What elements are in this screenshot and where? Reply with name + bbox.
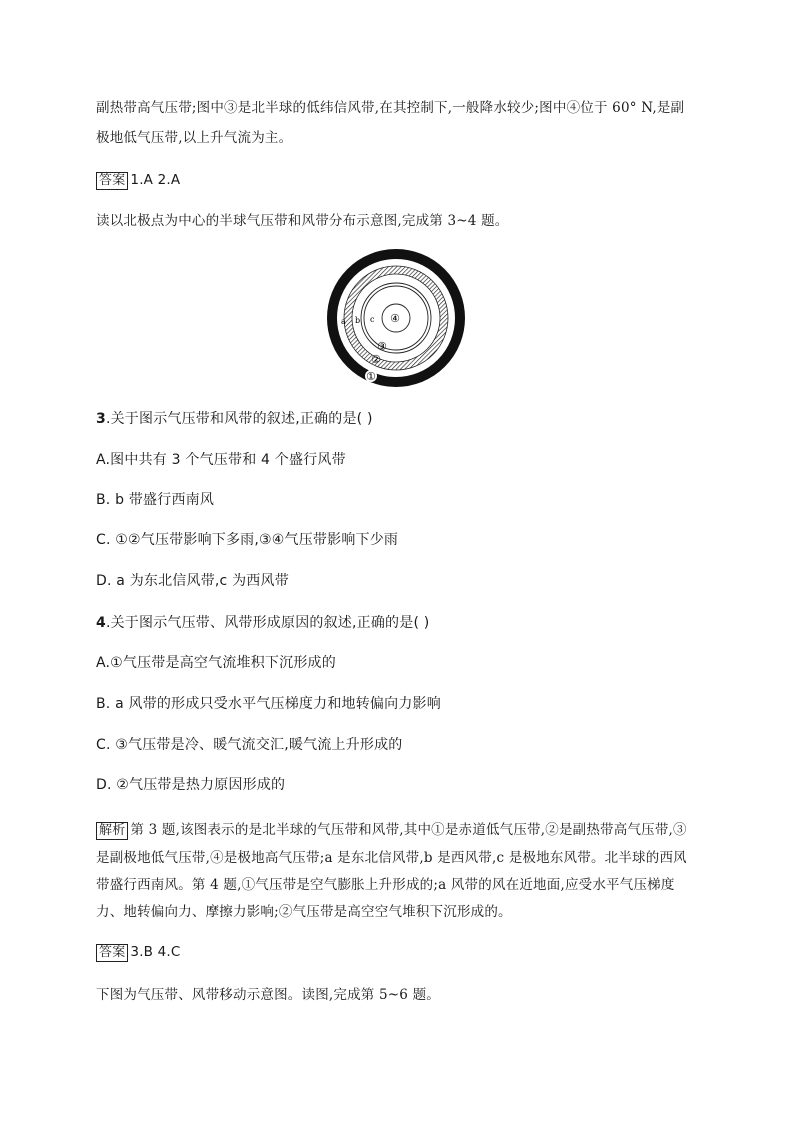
question-4-stem: [96, 613, 706, 633]
label-2: ②: [371, 353, 381, 366]
analysis-line-1-text: 第 3 题,该图表示的是北半球的气压带和风带,其中①是赤道低气压带,②是副热带高气压带,③: [130, 822, 687, 838]
label-c: c: [370, 315, 375, 324]
question-3-text: .关于图示气压带和风带的叙述,正确的是( ): [105, 411, 373, 427]
answer-2-text: 3.B 4.C: [130, 944, 181, 960]
analysis-line-3: 带盛行西南风。第 4 题,①气压带是空气膨胀上升形成的;a 风带的风在近地面,应受水平气压梯度: [96, 877, 675, 893]
answer-tag-2: 答案: [96, 944, 128, 962]
question-3-number: 3: [96, 411, 106, 427]
question-4-option-a: A.①气压带是高空气流堆积下沉形成的: [96, 655, 336, 671]
label-a: a: [341, 317, 346, 326]
answer-tag: 答案: [96, 172, 128, 190]
answer-2: [96, 942, 706, 962]
question-4-option-d: D. ②气压带是热力原因形成的: [96, 777, 286, 793]
question-4-option-b: B. a 风带的形成只受水平气压梯度力和地转偏向力影响: [96, 696, 441, 712]
question-3-option-a: A.图中共有 3 个气压带和 4 个盛行风带: [96, 452, 346, 468]
label-3: ③: [377, 340, 387, 353]
question-3-stem: [96, 409, 706, 429]
question-3-option-d: D. a 为东北信风带,c 为西风带: [96, 573, 289, 589]
label-b: b: [355, 316, 361, 325]
analysis-line-1: [96, 820, 706, 840]
intro-line-1: 副热带高气压带;图中③是北半球的低纬信风带,在其控制下,一般降水较少;图中④位于 60° N,是副: [96, 100, 685, 116]
analysis-tag: 解析: [96, 822, 128, 840]
question-4-text: .关于图示气压带、风带形成原因的叙述,正确的是( ): [105, 615, 430, 631]
answer-1-text: 1.A 2.A: [130, 172, 181, 188]
analysis-line-2: 是副极地低气压带,④是极地高气压带;a 是东北信风带,b 是西风带,c 是极地东风带。北半球的西风: [96, 850, 687, 866]
question-prompt-5-6: 下图为气压带、风带移动示意图。读图,完成第 5~6 题。: [96, 987, 440, 1003]
label-4: ④: [390, 312, 400, 325]
question-3-option-b: B. b 带盛行西南风: [96, 492, 215, 508]
question-4-number: 4: [96, 615, 106, 631]
answer-1: [96, 170, 706, 190]
question-4-option-c: C. ③气压带是冷、暖气流交汇,暖气流上升形成的: [96, 737, 403, 753]
label-1: ①: [366, 370, 376, 383]
pressure-belt-diagram: [326, 248, 466, 388]
question-3-option-c: C. ①②气压带影响下多雨,③④气压带影响下少雨: [96, 532, 399, 548]
analysis-line-4: 力、地转偏向力、摩擦力影响;②气压带是高空空气堆积下沉形成的。: [96, 904, 512, 920]
question-prompt-3-4: 读以北极点为中心的半球气压带和风带分布示意图,完成第 3~4 题。: [96, 213, 509, 229]
intro-line-2: 极地低气压带,以上升气流为主。: [96, 130, 293, 146]
